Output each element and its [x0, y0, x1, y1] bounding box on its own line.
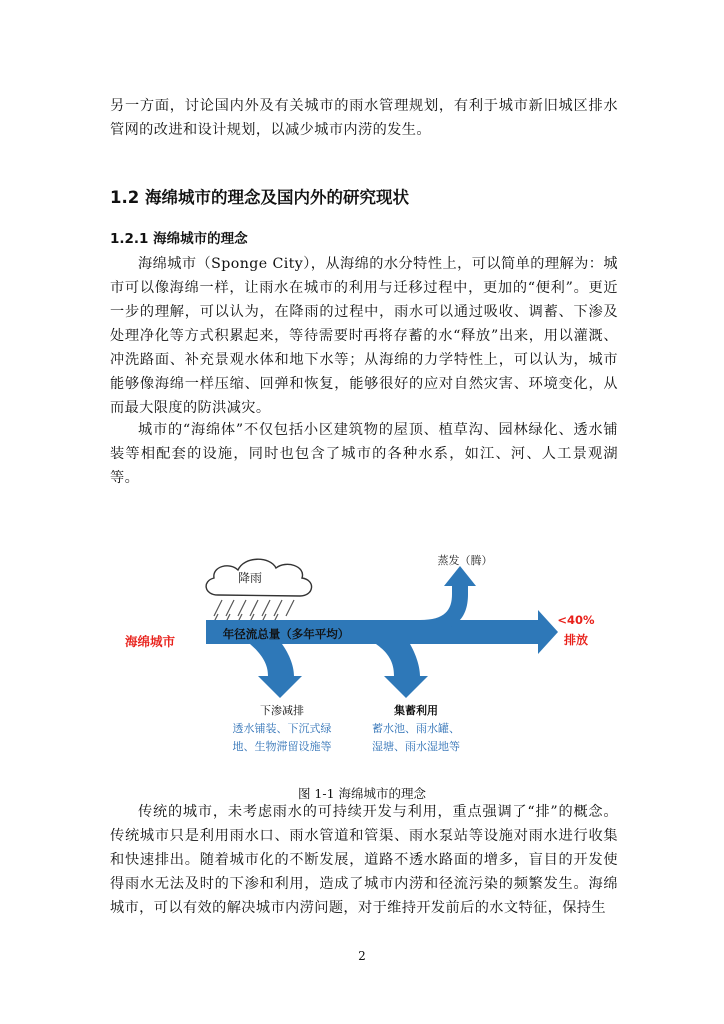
- discharge-label: 排放: [563, 633, 589, 647]
- infiltration-label: 下渗减排: [260, 704, 304, 717]
- infiltration-desc-line-1: 透水铺装、下沉式绿: [232, 722, 332, 735]
- infiltration-desc-line-2: 地、生物滞留设施等: [232, 740, 332, 753]
- figure-caption: 图 1-1 海绵城市的理念: [297, 786, 427, 801]
- body-paragraph-1: 海绵城市（Sponge City），从海绵的水分特性上，可以简单的理解为：城市可以像海绵一样，让雨水在城市的利用与迁移过程中，更加的“便利”。更近一步的理解，可以认为，在降雨的过程中，雨水可以通过吸收、调蓄、下渗及处理净化等方式积累起来，等待需要时再将存蓄的水“释放”出来，用以灌溉、冲洗路面、补充景观水体和地下水等；从海绵的力学特性上，可以认为，城市能够像海绵一样压缩、回弹和恢复，能够很好的应对自然灾害、环境变化，从而最大限度的防洪减灾。: [110, 256, 618, 416]
- storage-desc-line-2: 湿塘、雨水湿地等: [372, 740, 460, 753]
- page-number: 2: [358, 949, 366, 963]
- intro-paragraph: 另一方面，讨论国内外及有关城市的雨水管理规划，有利于城市新旧城区排水管网的改进和设计规划，以减少城市内涝的发生。: [110, 98, 618, 138]
- infiltration-arrow: [250, 644, 302, 698]
- storage-arrow: [376, 644, 428, 698]
- storage-desc-line-1: 蓄水池、雨水罐、: [372, 722, 460, 735]
- evaporation-label: 蒸发（腾）: [437, 554, 493, 567]
- storage-label: 集蓄利用: [394, 704, 438, 717]
- sponge-city-diagram: [110, 548, 610, 768]
- runoff-label: 年径流总量（多年平均）: [222, 627, 350, 641]
- rain-label: 降雨: [237, 571, 263, 585]
- after-figure-paragraph: 传统的城市，未考虑雨水的可持续开发与利用，重点强调了“排”的概念。传统城市只是利用雨水口、雨水管道和管渠、雨水泵站等设施对雨水进行收集和快速排出。随着城市化的不断发展，道路不透水路面的增多，盲目的开发使得雨水无法及时的下渗和利用，造成了城市内涝和径流污染的频繁发生。海绵城市，可以有效的解决城市内涝问题，对于维持开发前后的水文特征，保持生: [110, 804, 618, 916]
- subsection-heading: 1.2.1 海绵城市的理念: [110, 231, 248, 247]
- sponge-city-label: 海绵城市: [124, 634, 176, 649]
- discharge-percent: <40%: [557, 613, 595, 627]
- section-heading: 1.2 海绵城市的理念及国内外的研究现状: [110, 188, 409, 207]
- body-paragraph-2: 城市的“海绵体”不仅包括小区建筑物的屋顶、植草沟、园林绿化、透水铺装等相配套的设施，同时也包含了城市的各种水系，如江、河、人工景观湖等。: [110, 422, 618, 486]
